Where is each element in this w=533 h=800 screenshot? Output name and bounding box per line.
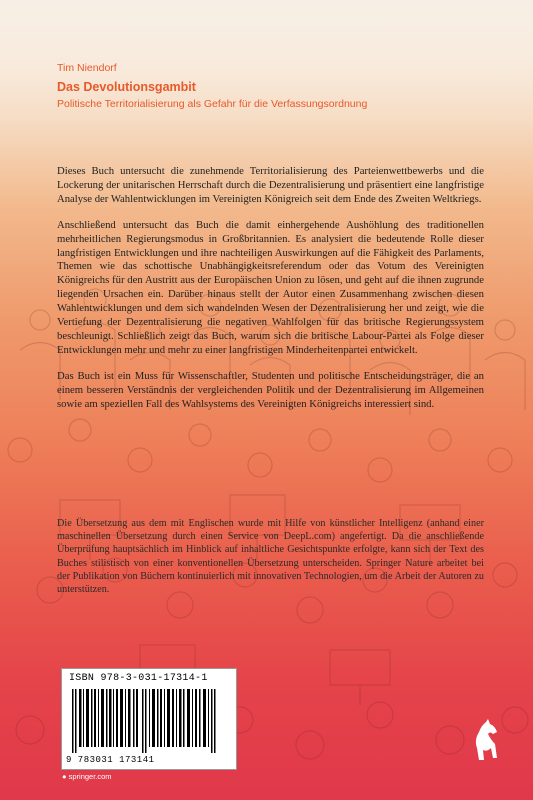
springer-horse-logo-icon: [471, 718, 501, 762]
publisher-url-text: springer.com: [68, 772, 112, 781]
ean-number: 9 783031 173141: [66, 755, 155, 765]
cover-header: [57, 62, 497, 110]
book-title: Das Devolutionsgambit: [57, 80, 196, 94]
author-name: Tim Niendorf: [57, 62, 117, 74]
barcode-icon: [72, 689, 227, 753]
blurb-paragraph: Das Buch ist ein Muss für Wissenschaftler, Studenten und politische Entscheidungsträger, die an einem besseren Verständnis der vergleichenden Politik und der Dezentralisierung im Allgemeinen sowie am speziellen Fall des Wahlsystems des Vereinigten Königreichs interessiert sind.: [57, 369, 484, 410]
blurb-paragraph: Anschließend untersucht das Buch die damit einhergehende Aushöhlung des traditionellen mehrheitlichen Regierungsmodus in Großbritannien. Es analysiert die bedeutende Rolle dieser langfristigen Entwicklungen und ihre nachteiligen Auswirkungen auf die Fähigkeit des Parlaments, Themen wie das schottische Unabhängigkeitsreferendum oder das Votum des Vereinigten Königreichs für den Austritt aus der Europäischen Union zu lösen, und geht auf die ihnen zugrunde liegenden Ursachen ein. Darüber hinaus stellt der Autor einen Zusammenhang zwischen diesen Wahlentwicklungen und dem sich wandelnden Wesen der Dezentralisierung her und zeigt, wie die Vertiefung der Dezentralisierung die negativen Wahlfolgen für das britische Regierungssystem beschleunigt. Schließlich zeigt das Buch, warum sich die britische Labour-Partei als Folge dieser Entwicklungen mehr und mehr zu einer langfristigen Minderheitenpartei entwickelt.: [57, 218, 484, 356]
barcode-box: [61, 668, 237, 770]
blurb-text: [57, 165, 484, 424]
publisher-url[interactable]: [62, 772, 112, 781]
translation-note: [57, 517, 484, 596]
bullet-icon: ●: [62, 772, 69, 781]
translation-note-text: Die Übersetzung aus dem mit Englischen wurde mit Hilfe von künstlicher Intelligenz (anhand einer maschinellen Übersetzung durch einen Service von DeepL.com) angefertigt. Da die anschließende Überprüfung hauptsächlich im Hinblick auf inhaltliche Gesichtspunkte erfolgte, kann sich der Text des Buches stilistisch von einer konventionellen Übersetzung unterscheiden. Springer Nature arbeitet bei der Publikation von Büchern kontinuierlich mit innovativen Technologien, um die Arbeit der Autoren zu unterstützen.: [57, 518, 484, 596]
blurb-paragraph: Dieses Buch untersucht die zunehmende Territorialisierung des Parteienwettbewerbs und die Lockerung der unitarischen Herrschaft durch die Dezentralisierung und präsentiert eine langfristige Analyse der Wahlentwicklungen im Vereinigten Königreich seit dem Ende des Zweiten Weltkriegs.: [57, 165, 484, 205]
isbn-label: ISBN 978-3-031-17314-1: [69, 673, 208, 684]
book-subtitle: Politische Territorialisierung als Gefahr für die Verfassungsordnung: [57, 98, 368, 110]
